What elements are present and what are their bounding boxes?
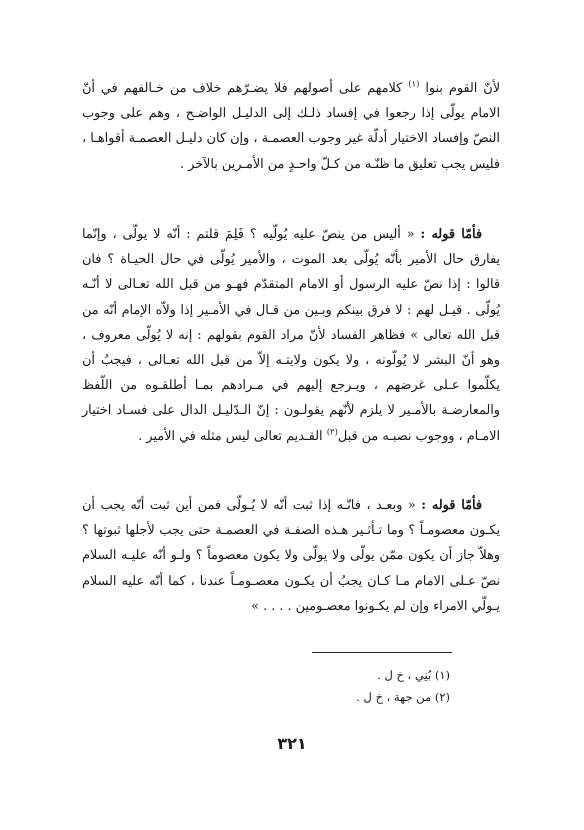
paragraph-2-lead: فأمّا قوله :	[420, 227, 482, 242]
paragraph-2-text-end: القـديم تعالى ليس مثله في الأمير .	[138, 428, 327, 444]
paragraph-1	[82, 76, 500, 177]
paragraph-1-text-start: لأنّ القوم بنوا	[425, 81, 500, 96]
footnote-divider	[312, 652, 452, 653]
footnote-ref-1: (١)	[408, 79, 420, 90]
paragraph-2	[82, 222, 500, 449]
paragraph-3-text: « وبعـد ، فانّـه إذا ثبت أنّه لا يُـولّى فمن أين ثبت أنّه يجب أن يكـون معصومـاً ؟ وما تـأثـير هـذه الصفـة في العصمـة حتى يجب لأجلها ثبوتها ؟ وهلاّ جاز أن يكون ممّن يولّى ولا يولّى ولا يكون معصوماً ؟ ولـو أنّه عليـه السلام نصّ عـلى الامام مـا كـان يجبُ أن يكـون معصـومـاً عندنا ، كما أنّه عليه السلام يـولّي الامراء وإن لم يكـونوا معصـومين . . . . »	[82, 498, 500, 614]
footnote-ref-2: (٢)	[326, 427, 338, 438]
footnote-1: (١) بُنِي ، خ ل .	[377, 668, 450, 682]
paragraph-3	[82, 493, 500, 619]
footnotes	[280, 664, 450, 708]
paragraph-2-text-start: « أليس من ينصّ عليه يُولّيه ؟ فَلِمَ قلتم : أنّه لا يولّى ، وإنّما يفارق حال الأمير بأنّه يُولّى بعد الموت ، والأمير يُولّى في حال الحيـاة ؟ فان قالوا : إذا نصّ عليه الرسول أو الامام المتقدّم فهـو من قبل الله تعـالى لا أنّـه يُولّى . قيـل لهم : لا فرق بينكم وبـين من قـال في الأمـير إذا ولاّه الإمام أنّه من قبل الله تعالى » فظاهر الفساد لأنّ مراد القوم بقولهم : إنه لا يُولّى معروف ، وهو أنّ البشر لا يُولّونه ، ولا يكون ولايتـه إلاّ من قبل الله تعـالى ، فيجبُ أن يكلّموا عـلى غرضهم ، ويـرجع إليهم في مـرادهم بمـا أطلقـوه من اللّفظ والمعارضـة بالأمـير لا يلزم لأنّهم يقولـون : إنّ الـدّليـل الدال على فسـاد اختيار الامـام ، ووجوب نصبـه من قبل	[82, 227, 500, 444]
paragraph-3-lead: فأمّا قوله :	[421, 498, 482, 513]
footnote-2: (٢) من جهة ، خ ل .	[356, 690, 450, 704]
paragraph-1-text-end: كلامهم على أصولهم فلا يضـرّهم خلاف من خـالفهم في أنّ الامام يولّى إذا رجعوا في إفساد ذلـك إلى الدليـل الواضـح ، وهم على وجوب النصّ وإفساد الاختيار أدلّة غير وجوب العصمـة ، وإن كان دليـل العصمـة أقواهـا ، فليس يجب تعليق ما ظنّـه من كـلّ واحـدٍ من الأمـرين بالآخر .	[82, 81, 500, 172]
page-number: ٣٢١	[277, 734, 307, 753]
